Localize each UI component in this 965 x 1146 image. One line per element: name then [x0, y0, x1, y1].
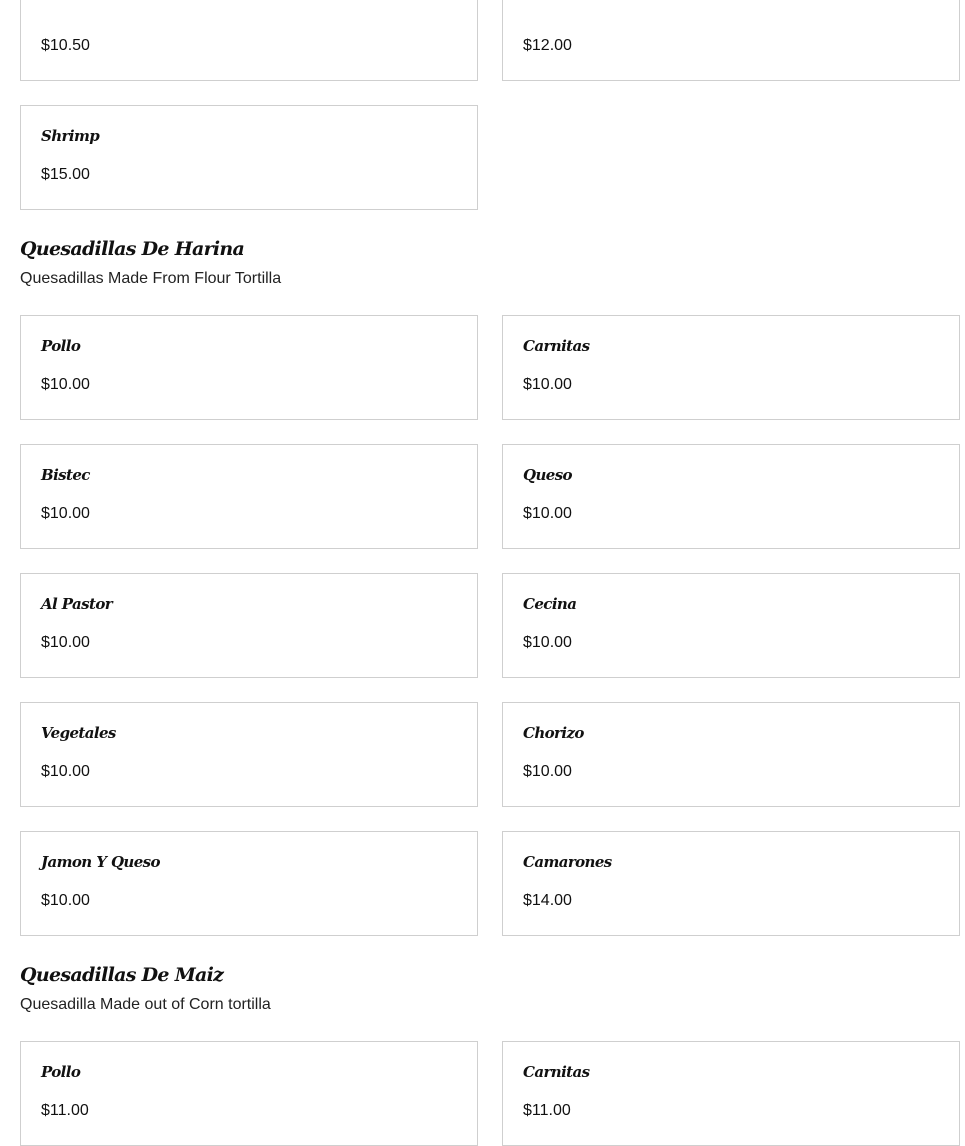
- item-price: $12.00: [523, 37, 572, 54]
- menu-item-card[interactable]: [502, 315, 960, 420]
- section-description: Quesadilla Made out of Corn tortilla: [20, 996, 271, 1013]
- menu-page: [20, 0, 960, 1146]
- item-name: Chorizo: [523, 724, 584, 742]
- menu-item-card[interactable]: [20, 105, 478, 210]
- item-name: Cecina: [523, 595, 577, 613]
- item-name: Camarones: [523, 853, 612, 871]
- section-item-grid: [20, 1041, 960, 1146]
- previous-section-grid: [20, 0, 960, 210]
- section-title: Quesadillas De Maiz: [20, 964, 224, 986]
- item-price: $15.00: [41, 166, 90, 183]
- item-name: Carnitas: [523, 1063, 590, 1081]
- item-price: $14.00: [523, 892, 572, 909]
- item-price: $10.00: [523, 376, 572, 393]
- item-name: Carnitas: [523, 337, 590, 355]
- menu-item-card[interactable]: [502, 444, 960, 549]
- item-name: Bistec: [41, 466, 90, 484]
- menu-item-card[interactable]: [20, 573, 478, 678]
- item-name: Pollo: [41, 1063, 81, 1081]
- section-title: Quesadillas De Harina: [20, 238, 245, 260]
- item-price: $10.00: [523, 505, 572, 522]
- menu-item-card[interactable]: [20, 1041, 478, 1146]
- item-price: $10.00: [41, 376, 90, 393]
- item-name: Jamon Y Queso: [41, 853, 160, 871]
- item-name: Al Pastor: [41, 595, 113, 613]
- menu-item-card[interactable]: [502, 0, 960, 81]
- item-price: $10.00: [41, 763, 90, 780]
- menu-item-card[interactable]: [502, 702, 960, 807]
- item-name: Queso: [523, 466, 572, 484]
- item-price: $10.00: [41, 892, 90, 909]
- menu-item-card[interactable]: [502, 831, 960, 936]
- item-price: $11.00: [523, 1102, 571, 1119]
- menu-item-card[interactable]: [502, 1041, 960, 1146]
- menu-section-maiz: [20, 961, 960, 1146]
- item-name: Vegetales: [41, 724, 116, 742]
- item-price: $11.00: [41, 1102, 89, 1119]
- menu-item-card[interactable]: [20, 831, 478, 936]
- section-description: Quesadillas Made From Flour Tortilla: [20, 270, 282, 287]
- menu-item-card[interactable]: [20, 702, 478, 807]
- item-name: Shrimp: [41, 127, 100, 145]
- item-price: $10.00: [41, 634, 90, 651]
- menu-section-harina: [20, 235, 960, 936]
- item-name: Pollo: [41, 337, 81, 355]
- item-price: $10.00: [523, 634, 572, 651]
- menu-item-card[interactable]: [20, 315, 478, 420]
- item-price: $10.50: [41, 37, 90, 54]
- item-price: $10.00: [41, 505, 90, 522]
- menu-item-card[interactable]: [502, 573, 960, 678]
- menu-item-card[interactable]: [20, 0, 478, 81]
- item-price: $10.00: [523, 763, 572, 780]
- section-item-grid: [20, 315, 960, 936]
- menu-item-card[interactable]: [20, 444, 478, 549]
